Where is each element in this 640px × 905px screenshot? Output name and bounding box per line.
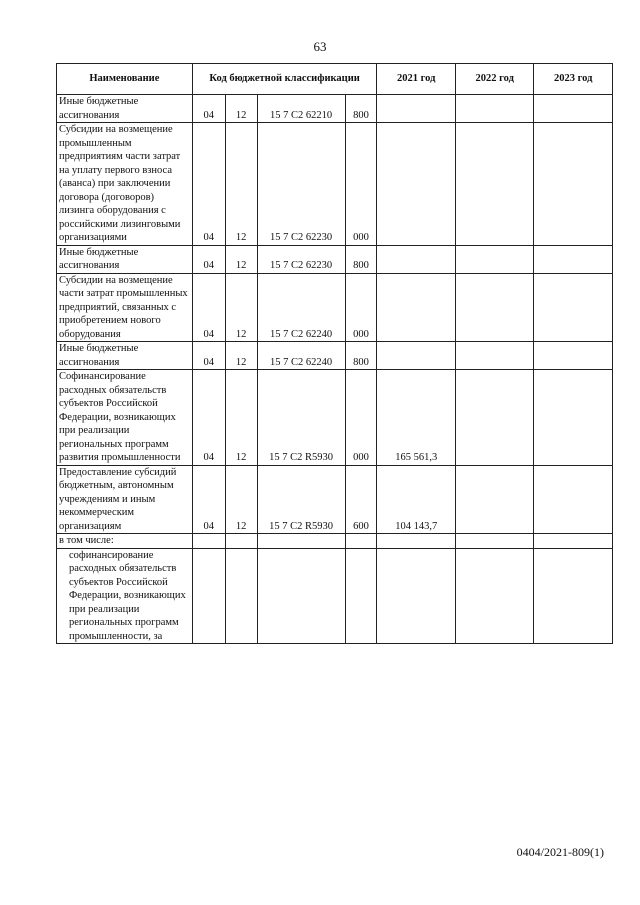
table-row <box>57 342 613 370</box>
target-article-code: 15 7 С2 62240 <box>257 273 345 342</box>
row-name: Предоставление субсидий бюджетным, автономным учреждениям и иным некоммерческим организациям <box>57 465 193 534</box>
amount-2023 <box>534 534 613 549</box>
amount-2022 <box>455 95 534 123</box>
subsection-code: 12 <box>225 465 257 534</box>
page-number: 63 <box>313 39 327 54</box>
header-name: Наименование <box>57 64 193 95</box>
expense-type-code: 600 <box>345 465 377 534</box>
section-code: 04 <box>192 465 225 534</box>
expense-type-code: 800 <box>345 342 377 370</box>
expense-type-code: 000 <box>345 273 377 342</box>
table-header-row <box>57 64 613 95</box>
target-article-code: 15 7 С2 62230 <box>257 123 345 246</box>
amount-2022 <box>455 273 534 342</box>
section-code: 04 <box>192 342 225 370</box>
expense-type-code <box>345 534 377 549</box>
section-code: 04 <box>192 273 225 342</box>
expense-type-code: 800 <box>345 95 377 123</box>
amount-2022 <box>455 465 534 534</box>
target-article-code: 15 7 С2 R5930 <box>257 370 345 466</box>
document-code: 0404/2021-809(1) <box>516 845 604 859</box>
row-name: Иные бюджетные ассигнования <box>57 95 193 123</box>
amount-2021 <box>377 534 456 549</box>
amount-2021 <box>377 342 456 370</box>
subsection-code: 12 <box>225 370 257 466</box>
section-code: 04 <box>192 95 225 123</box>
target-article-code: 15 7 С2 62230 <box>257 245 345 273</box>
table-row <box>57 465 613 534</box>
amount-2021 <box>377 548 456 644</box>
budget-table <box>56 63 613 644</box>
subsection-code: 12 <box>225 123 257 246</box>
amount-2021 <box>377 245 456 273</box>
amount-2021 <box>377 95 456 123</box>
amount-2022 <box>455 245 534 273</box>
subsection-code <box>225 534 257 549</box>
amount-2023 <box>534 123 613 246</box>
table-row <box>57 245 613 273</box>
section-code: 04 <box>192 370 225 466</box>
subsection-code: 12 <box>225 342 257 370</box>
amount-2023 <box>534 548 613 644</box>
row-name: Софинансирование расходных обязательств субъектов Российской Федерации, возникающих при реализации региональных программ развития промышленности <box>57 370 193 466</box>
table-row <box>57 123 613 246</box>
row-name: Субсидии на возмещение части затрат промышленных предприятий, связанных с приобретением нового оборудования <box>57 273 193 342</box>
header-2023: 2023 год <box>534 64 613 95</box>
header-2021: 2021 год <box>377 64 456 95</box>
row-name: Иные бюджетные ассигнования <box>57 342 193 370</box>
row-name: софинансирование расходных обязательств субъектов Российской Федерации, возникающих при реализации региональных программ промышленности, за <box>57 548 193 644</box>
amount-2022 <box>455 548 534 644</box>
header-2022: 2022 год <box>455 64 534 95</box>
target-article-code: 15 7 С2 62210 <box>257 95 345 123</box>
table-row <box>57 548 613 644</box>
amount-2021: 104 143,7 <box>377 465 456 534</box>
subsection-code <box>225 548 257 644</box>
expense-type-code: 000 <box>345 123 377 246</box>
expense-type-code: 800 <box>345 245 377 273</box>
amount-2022 <box>455 534 534 549</box>
amount-2022 <box>455 123 534 246</box>
row-name: Иные бюджетные ассигнования <box>57 245 193 273</box>
table-row <box>57 273 613 342</box>
amount-2023 <box>534 95 613 123</box>
section-code: 04 <box>192 245 225 273</box>
amount-2021 <box>377 273 456 342</box>
amount-2023 <box>534 465 613 534</box>
amount-2022 <box>455 370 534 466</box>
expense-type-code: 000 <box>345 370 377 466</box>
row-name: в том числе: <box>57 534 193 549</box>
row-name: Субсидии на возмещение промышленным предприятиям части затрат на уплату первого взноса (аванса) при заключении договора (договоров) лизинга оборудования с российскими лизинговыми организациями <box>57 123 193 246</box>
table-row <box>57 95 613 123</box>
section-code <box>192 548 225 644</box>
subsection-code: 12 <box>225 273 257 342</box>
subsection-code: 12 <box>225 95 257 123</box>
table-row <box>57 534 613 549</box>
amount-2023 <box>534 342 613 370</box>
section-code: 04 <box>192 123 225 246</box>
target-article-code: 15 7 С2 62240 <box>257 342 345 370</box>
amount-2023 <box>534 370 613 466</box>
target-article-code: 15 7 С2 R5930 <box>257 465 345 534</box>
amount-2022 <box>455 342 534 370</box>
amount-2021: 165 561,3 <box>377 370 456 466</box>
target-article-code <box>257 534 345 549</box>
amount-2023 <box>534 245 613 273</box>
target-article-code <box>257 548 345 644</box>
section-code <box>192 534 225 549</box>
amount-2023 <box>534 273 613 342</box>
subsection-code: 12 <box>225 245 257 273</box>
expense-type-code <box>345 548 377 644</box>
amount-2021 <box>377 123 456 246</box>
table-row <box>57 370 613 466</box>
header-code: Код бюджетной классификации <box>192 64 377 95</box>
